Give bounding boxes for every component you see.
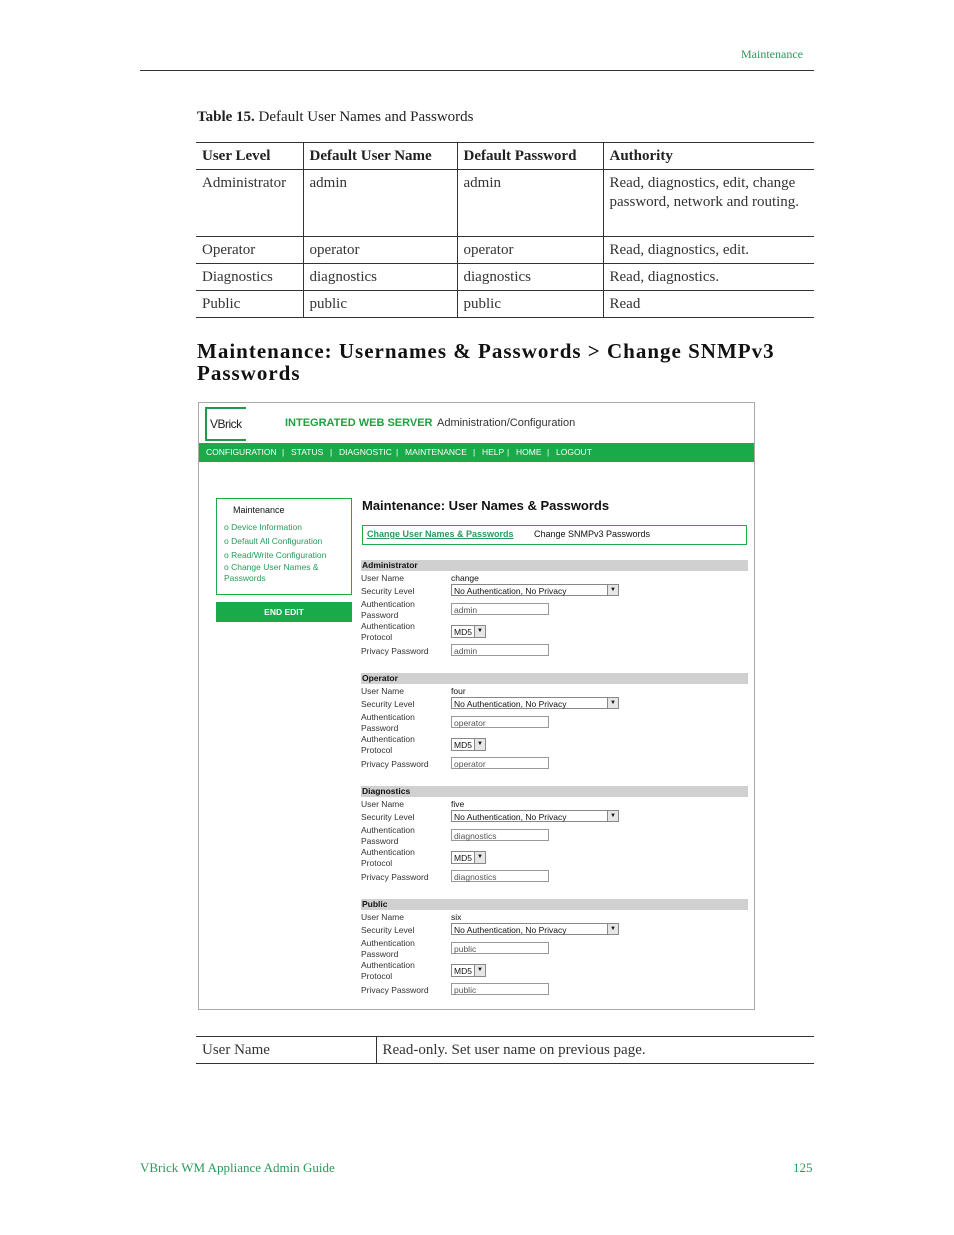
- auth-password-label-2: Password: [361, 610, 399, 620]
- app-title: INTEGRATED WEB SERVER: [285, 417, 433, 429]
- auth-protocol-value: MD5: [454, 740, 472, 750]
- dropdown-arrow-icon: ▼: [474, 852, 485, 863]
- auth-password-label-1: Authentication: [361, 938, 415, 948]
- auth-password-label-1: Authentication: [361, 825, 415, 835]
- privacy-password-label: Privacy Password: [361, 759, 429, 769]
- vbrick-logo: VBrick: [205, 407, 246, 441]
- privacy-password-input[interactable]: diagnostics: [451, 870, 549, 882]
- auth-protocol-label-1: Authentication: [361, 621, 415, 631]
- dropdown-arrow-icon: ▼: [607, 585, 618, 595]
- security-level-select[interactable]: [451, 584, 619, 596]
- privacy-password-input[interactable]: admin: [451, 644, 549, 656]
- nav-separator: |: [507, 447, 510, 457]
- table-cell: Read, diagnostics.: [603, 264, 814, 291]
- nav-status[interactable]: STATUS: [291, 447, 324, 457]
- nav-logout[interactable]: LOGOUT: [556, 447, 592, 457]
- security-level-value: No Authentication, No Privacy: [454, 925, 567, 935]
- auth-password-input[interactable]: public: [451, 942, 549, 954]
- nav-separator: |: [282, 447, 285, 457]
- security-level-value: No Authentication, No Privacy: [454, 699, 567, 709]
- table-cell: admin: [303, 170, 457, 237]
- security-level-select[interactable]: [451, 923, 619, 935]
- user-name-value: four: [451, 686, 466, 696]
- change-user-names-link[interactable]: Change User Names & Passwords: [367, 529, 514, 539]
- table-caption-label: Table 15.: [197, 109, 255, 125]
- group-header: Public: [361, 899, 748, 910]
- current-subpage: Change SNMPv3 Passwords: [534, 529, 651, 539]
- security-level-select[interactable]: [451, 697, 619, 709]
- privacy-password-label: Privacy Password: [361, 872, 429, 882]
- sidebar-title: Maintenance: [233, 505, 285, 515]
- user-name-value: five: [451, 799, 465, 809]
- auth-password-label-1: Authentication: [361, 599, 415, 609]
- auth-password-label-1: Authentication: [361, 712, 415, 722]
- security-level-label: Security Level: [361, 925, 415, 935]
- auth-password-label-2: Password: [361, 723, 399, 733]
- security-level-label: Security Level: [361, 812, 415, 822]
- table-cell: diagnostics: [303, 264, 457, 291]
- group-header: Administrator: [361, 560, 748, 571]
- security-level-value: No Authentication, No Privacy: [454, 812, 567, 822]
- table-cell: Public: [202, 296, 241, 312]
- user-name-label: User Name: [361, 573, 404, 583]
- security-level-value: No Authentication, No Privacy: [454, 586, 567, 596]
- app-subtitle: Administration/Configuration: [437, 417, 576, 429]
- table-row: [196, 237, 814, 264]
- table-cell: Read-only. Set user name on previous page.: [376, 1037, 814, 1064]
- table-row: [196, 291, 814, 318]
- privacy-password-label: Privacy Password: [361, 646, 429, 656]
- auth-protocol-label-2: Protocol: [361, 632, 393, 642]
- table-cell: Read: [603, 291, 814, 318]
- security-level-label: Security Level: [361, 586, 415, 596]
- column-header: User Level: [202, 148, 271, 164]
- table-cell: operator: [303, 237, 457, 264]
- default-credentials-table: [196, 142, 814, 318]
- nav-help[interactable]: HELP: [482, 447, 505, 457]
- privacy-password-label: Privacy Password: [361, 985, 429, 995]
- auth-protocol-label-2: Protocol: [361, 858, 393, 868]
- field-description-table: [196, 1036, 814, 1064]
- table-cell: diagnostics: [457, 264, 603, 291]
- column-header: Default Password: [457, 143, 603, 170]
- table-row: [196, 170, 814, 237]
- dropdown-arrow-icon: ▼: [474, 965, 485, 976]
- running-head: Maintenance: [741, 47, 803, 61]
- auth-password-label-2: Password: [361, 949, 399, 959]
- sidebar-item-change-user-names-cont[interactable]: Passwords: [224, 573, 266, 583]
- auth-password-input[interactable]: diagnostics: [451, 829, 549, 841]
- header-rule: [140, 70, 814, 71]
- privacy-password-input[interactable]: public: [451, 983, 549, 995]
- table-caption: [197, 109, 474, 126]
- table-cell: public: [457, 291, 603, 318]
- sidebar-item-device-information[interactable]: o Device Information: [224, 522, 302, 532]
- auth-protocol-label-2: Protocol: [361, 745, 393, 755]
- end-edit-button[interactable]: END EDIT: [216, 602, 352, 622]
- group-header: Operator: [361, 673, 748, 684]
- subpage-nav: [362, 525, 747, 545]
- dropdown-arrow-icon: ▼: [607, 698, 618, 708]
- dropdown-arrow-icon: ▼: [607, 811, 618, 821]
- nav-maintenance[interactable]: MAINTENANCE: [405, 447, 467, 457]
- sidebar-item-read-write-configuration[interactable]: o Read/Write Configuration: [224, 550, 327, 560]
- table-cell: Administrator: [202, 175, 287, 191]
- main-title: Maintenance: User Names & Passwords: [362, 498, 610, 513]
- auth-protocol-label-1: Authentication: [361, 847, 415, 857]
- auth-password-input[interactable]: operator: [451, 716, 549, 728]
- user-name-label: User Name: [361, 799, 404, 809]
- auth-protocol-label-1: Authentication: [361, 734, 415, 744]
- auth-protocol-select[interactable]: [451, 738, 486, 751]
- auth-password-input[interactable]: admin: [451, 603, 549, 615]
- footer-page-number: 125: [793, 1160, 813, 1175]
- auth-password-label-2: Password: [361, 836, 399, 846]
- table-cell: User Name: [202, 1042, 270, 1058]
- dropdown-arrow-icon: ▼: [607, 924, 618, 934]
- user-name-label: User Name: [361, 686, 404, 696]
- table-cell: Read, diagnostics, edit.: [603, 237, 814, 264]
- auth-protocol-select[interactable]: [451, 964, 486, 977]
- table-row: [196, 1037, 814, 1064]
- security-level-select[interactable]: [451, 810, 619, 822]
- table-cell: Read, diagnostics, edit, change password, network and routing.: [603, 170, 814, 237]
- table-cell: public: [303, 291, 457, 318]
- web-server-screenshot: [198, 402, 755, 1010]
- dropdown-arrow-icon: ▼: [474, 739, 485, 750]
- nav-separator: |: [547, 447, 550, 457]
- auth-protocol-label-2: Protocol: [361, 971, 393, 981]
- maintenance-sidebar: [216, 498, 352, 595]
- auth-protocol-select[interactable]: [451, 851, 486, 864]
- nav-separator: |: [473, 447, 476, 457]
- sidebar-item-default-all-configuration[interactable]: o Default All Configuration: [224, 536, 323, 546]
- column-header: Authority: [603, 143, 814, 170]
- user-name-value: change: [451, 573, 479, 583]
- table-cell: Operator: [202, 242, 256, 258]
- table-cell: operator: [457, 237, 603, 264]
- nav-separator: |: [330, 447, 333, 457]
- security-level-label: Security Level: [361, 699, 415, 709]
- auth-protocol-value: MD5: [454, 853, 472, 863]
- table-cell: admin: [457, 170, 603, 237]
- table-cell: Diagnostics: [202, 269, 273, 285]
- table-header-row: [196, 143, 814, 170]
- footer-guide-title: VBrick WM Appliance Admin Guide: [140, 1160, 335, 1175]
- sidebar-item-change-user-names[interactable]: o Change User Names &: [224, 562, 319, 572]
- section-title: Maintenance: Usernames & Passwords > Change SNMPv3 Passwords: [197, 339, 775, 385]
- nav-configuration[interactable]: CONFIGURATION: [206, 447, 277, 457]
- privacy-password-input[interactable]: operator: [451, 757, 549, 769]
- user-name-label: User Name: [361, 912, 404, 922]
- auth-protocol-value: MD5: [454, 627, 472, 637]
- user-name-value: six: [451, 912, 462, 922]
- nav-diagnostic[interactable]: DIAGNOSTIC: [339, 447, 392, 457]
- table-caption-text: Default User Names and Passwords: [258, 109, 474, 125]
- auth-protocol-select[interactable]: [451, 625, 486, 638]
- dropdown-arrow-icon: ▼: [474, 626, 485, 637]
- nav-bar: [199, 443, 754, 462]
- nav-separator: |: [396, 447, 399, 457]
- auth-protocol-label-1: Authentication: [361, 960, 415, 970]
- group-header: Diagnostics: [361, 786, 748, 797]
- auth-protocol-value: MD5: [454, 966, 472, 976]
- table-row: [196, 264, 814, 291]
- column-header: Default User Name: [303, 143, 457, 170]
- nav-home[interactable]: HOME: [516, 447, 542, 457]
